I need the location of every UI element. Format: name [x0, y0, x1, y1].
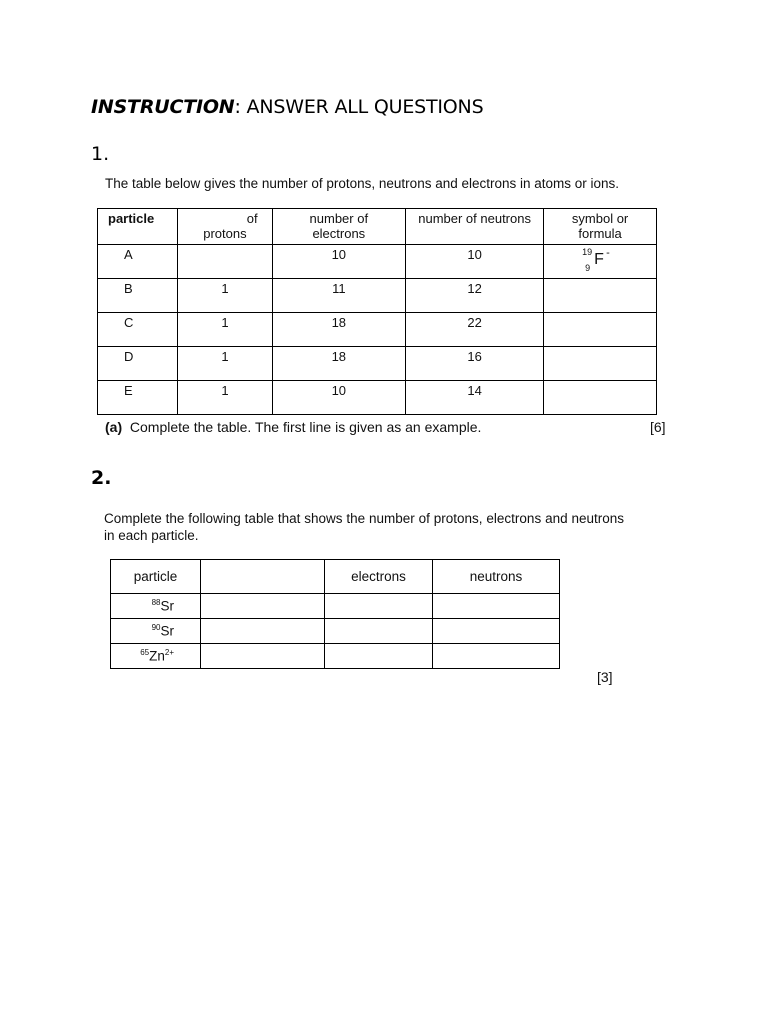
- row-b-electrons: 11: [272, 279, 405, 313]
- answer-cell[interactable]: [433, 594, 560, 619]
- row-c-protons: 1: [178, 313, 272, 347]
- row-a-particle: A: [98, 245, 178, 279]
- header-protons-line2: protons: [203, 226, 247, 241]
- question-1-table: [97, 208, 657, 415]
- header-symbol-line1: symbol or: [571, 211, 629, 226]
- answer-cell[interactable]: [201, 594, 325, 619]
- symbol-atomic-number: 9: [585, 263, 591, 273]
- question-1-number: 1.: [91, 143, 110, 165]
- header-protons: [178, 209, 272, 245]
- header-electrons: electrons: [325, 560, 433, 594]
- mass-number: 88: [151, 598, 161, 608]
- table-row: [98, 381, 657, 415]
- question-2-intro: Complete the following table that shows the number of protons, electrons and neutrons in each particle.: [104, 511, 624, 543]
- row-b-symbol[interactable]: [544, 279, 657, 313]
- header-symbol: [544, 209, 657, 245]
- symbol-charge: -: [606, 247, 610, 259]
- header-neutrons: neutrons: [433, 560, 560, 594]
- answer-cell[interactable]: [433, 644, 560, 669]
- question-2-table: [110, 559, 560, 669]
- row-d-protons: 1: [178, 347, 272, 381]
- symbol-element: F: [594, 251, 604, 268]
- mass-number: 90: [151, 623, 161, 633]
- question-1a-text: Complete the table. The first line is given as an example.: [129, 419, 482, 435]
- header-blank: [201, 560, 325, 594]
- header-particle: particle: [111, 560, 201, 594]
- table-header-row: [98, 209, 657, 245]
- fluoride-symbol: [580, 247, 620, 275]
- symbol-mass-number: 19: [582, 247, 593, 257]
- row-d-particle: D: [98, 347, 178, 381]
- row-b-protons: 1: [178, 279, 272, 313]
- header-electrons-line1: number of: [309, 211, 369, 226]
- answer-cell[interactable]: [325, 594, 433, 619]
- answer-cell[interactable]: [433, 619, 560, 644]
- particle-sr-88: [111, 594, 201, 619]
- row-d-electrons: 18: [272, 347, 405, 381]
- row-c-symbol[interactable]: [544, 313, 657, 347]
- particle-sr-90: [111, 619, 201, 644]
- table-row: [98, 279, 657, 313]
- question-2-number: 2.: [91, 467, 112, 489]
- table-header-row: [111, 560, 560, 594]
- instruction-heading: [91, 96, 483, 118]
- question-1-intro: The table below gives the number of protons, neutrons and electrons in atoms or ions.: [105, 176, 620, 191]
- row-c-particle: C: [98, 313, 178, 347]
- row-c-neutrons: 22: [406, 313, 544, 347]
- element-symbol: Sr: [160, 598, 174, 614]
- question-1a: [105, 419, 481, 435]
- table-row: [111, 644, 560, 669]
- instruction-lead: INSTRUCTION: [91, 96, 235, 118]
- table-row: [98, 313, 657, 347]
- row-e-protons: 1: [178, 381, 272, 415]
- row-d-symbol[interactable]: [544, 347, 657, 381]
- row-e-particle: E: [98, 381, 178, 415]
- row-a-electrons: 10: [272, 245, 405, 279]
- header-electrons-line2: electrons: [312, 226, 366, 241]
- header-symbol-line2: formula: [578, 226, 622, 241]
- table-row: [98, 347, 657, 381]
- table-row: [111, 594, 560, 619]
- header-electrons: [272, 209, 405, 245]
- row-a-neutrons: 10: [406, 245, 544, 279]
- row-d-neutrons: 16: [406, 347, 544, 381]
- answer-cell[interactable]: [201, 644, 325, 669]
- row-e-neutrons: 14: [406, 381, 544, 415]
- row-a-symbol: [544, 245, 657, 279]
- header-neutrons: number of neutrons: [406, 209, 544, 245]
- answer-cell[interactable]: [325, 619, 433, 644]
- mass-number: 65: [140, 648, 150, 658]
- element-symbol: Sr: [160, 623, 174, 639]
- particle-zn-65: [111, 644, 201, 669]
- ion-charge: 2+: [164, 648, 174, 658]
- question-2-marks: [3]: [597, 669, 613, 685]
- row-c-electrons: 18: [272, 313, 405, 347]
- answer-cell[interactable]: [201, 619, 325, 644]
- question-1-marks: [6]: [650, 419, 666, 435]
- row-b-neutrons: 12: [406, 279, 544, 313]
- row-b-particle: B: [98, 279, 178, 313]
- instruction-text: : ANSWER ALL QUESTIONS: [234, 96, 484, 118]
- element-symbol: Zn: [149, 648, 165, 664]
- header-protons-line1: of: [246, 211, 258, 226]
- row-a-protons[interactable]: [178, 245, 272, 279]
- table-row: [111, 619, 560, 644]
- table-row: [98, 245, 657, 279]
- answer-cell[interactable]: [325, 644, 433, 669]
- row-e-electrons: 10: [272, 381, 405, 415]
- question-1a-label: (a): [105, 419, 123, 435]
- row-e-symbol[interactable]: [544, 381, 657, 415]
- header-particle: particle: [98, 209, 178, 245]
